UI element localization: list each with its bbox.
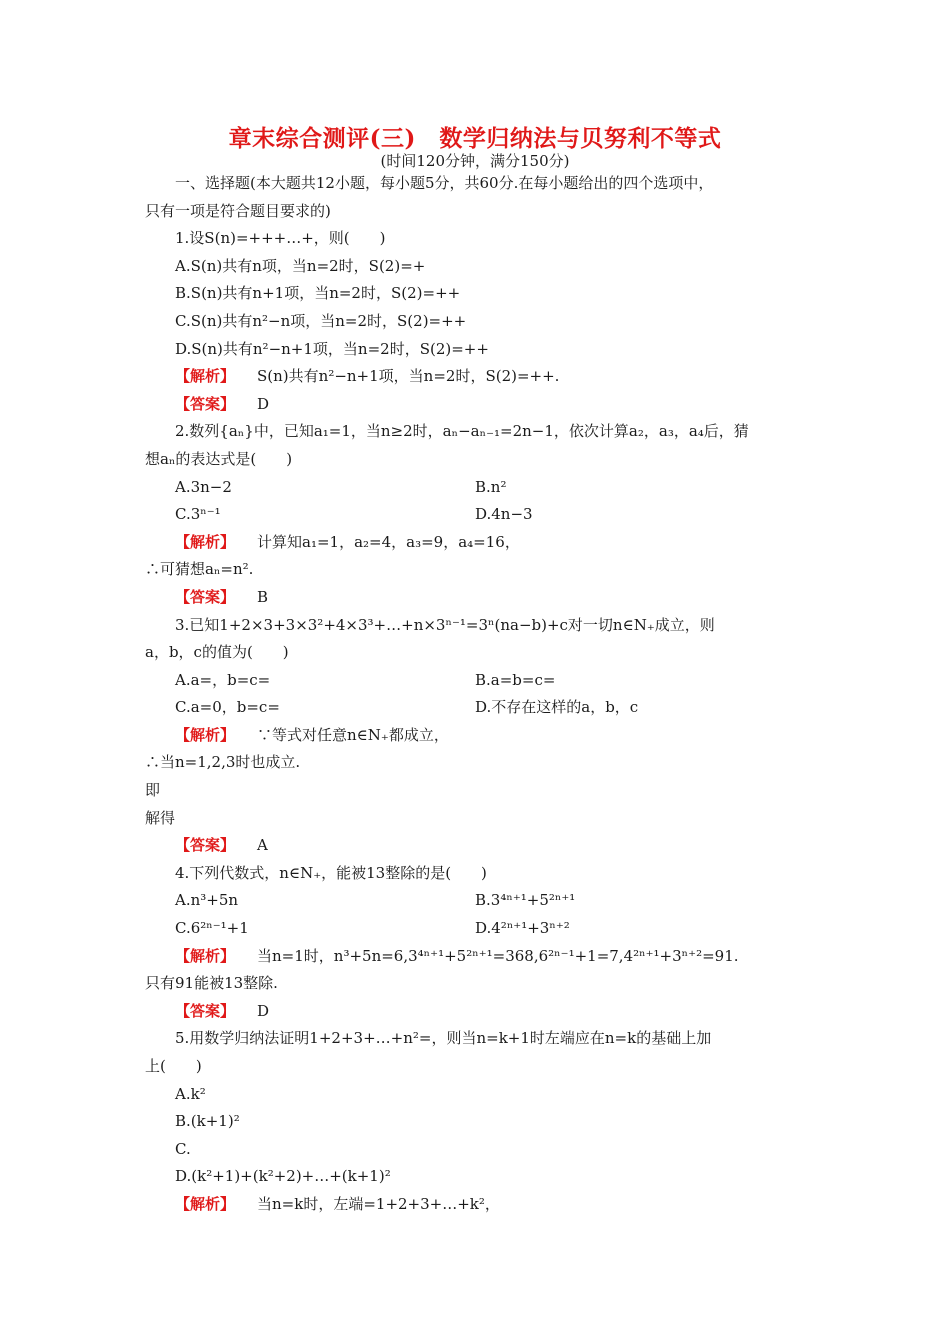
option-left: C.a=0，b=c= xyxy=(175,698,280,717)
text-line xyxy=(145,363,815,391)
analysis-label: 【解析】 xyxy=(175,1194,236,1213)
text-line xyxy=(145,1108,815,1136)
line-text: B.(k+1)² xyxy=(175,1112,240,1131)
line-text: D.S(n)共有n²−n+1项，当n=2时，S(2)=++ xyxy=(175,339,489,358)
text-line xyxy=(145,860,815,888)
option-left: A.3n−2 xyxy=(175,477,232,496)
text-line xyxy=(145,308,815,336)
line-text: B xyxy=(257,587,269,606)
text-line xyxy=(145,612,815,640)
line-text: B.S(n)共有n+1项，当n=2时，S(2)=++ xyxy=(175,284,461,303)
text-line xyxy=(145,639,815,667)
line-text: 只有91能被13整除. xyxy=(145,974,278,993)
text-line xyxy=(145,336,815,364)
line-text: 3.已知1+2×3+3×3²+4×3³+…+n×3ⁿ⁻¹=3ⁿ(na−b)+c对一切n∈N₊成立，则 xyxy=(175,615,715,634)
text-line xyxy=(145,1025,815,1053)
text-line xyxy=(145,1053,815,1081)
text-line xyxy=(145,1191,815,1219)
text-line xyxy=(145,253,815,281)
option-right: D.4²ⁿ⁺¹+3ⁿ⁺² xyxy=(475,919,570,938)
document-body xyxy=(145,170,815,1219)
text-line xyxy=(145,1163,815,1191)
line-text: A.k² xyxy=(175,1084,206,1103)
line-text: D xyxy=(257,1001,270,1020)
line-text: ∵等式对任意n∈N₊都成立， xyxy=(257,725,449,744)
line-text: 计算知a₁=1，a₂=4，a₃=9，a₄=16， xyxy=(257,532,520,551)
text-line xyxy=(145,556,815,584)
line-text: 1.设S(n)=+++…+，则( ) xyxy=(175,229,386,248)
document-title: 章末综合测评(三) 数学归纳法与贝努利不等式 xyxy=(228,125,722,152)
option-right: D.不存在这样的a，b，c xyxy=(475,698,639,717)
line-text: C.S(n)共有n²−n项，当n=2时，S(2)=++ xyxy=(175,311,467,330)
text-line xyxy=(145,805,815,833)
text-line xyxy=(145,749,815,777)
analysis-label: 【解析】 xyxy=(175,946,236,965)
text-line xyxy=(145,832,815,860)
line-text: ∴可猜想aₙ=n². xyxy=(145,560,254,579)
option-right: B.3⁴ⁿ⁺¹+5²ⁿ⁺¹ xyxy=(475,891,576,910)
text-line xyxy=(145,170,815,198)
text-line xyxy=(145,198,815,226)
text-line xyxy=(145,915,815,943)
line-text: 想aₙ的表达式是( ) xyxy=(145,449,293,468)
text-line xyxy=(145,501,815,529)
line-text: 2.数列{aₙ}中，已知a₁=1，当n≥2时，aₙ−aₙ₋₁=2n−1，依次计算a₂，a₃，a₄后，猜 xyxy=(175,422,749,441)
line-text: 一、选择题(本大题共12小题，每小题5分，共60分.在每小题给出的四个选项中， xyxy=(175,174,714,192)
option-right: B.n² xyxy=(475,477,507,496)
line-text: 5.用数学归纳法证明1+2+3+…+n²=，则当n=k+1时左端应在n=k的基础上加 xyxy=(175,1029,712,1048)
text-line xyxy=(145,391,815,419)
line-text: C. xyxy=(175,1139,191,1158)
text-line xyxy=(145,418,815,446)
analysis-label: 【解析】 xyxy=(175,725,236,744)
option-right: B.a=b=c= xyxy=(475,670,556,689)
option-left: C.6²ⁿ⁻¹+1 xyxy=(175,919,249,938)
line-text: 即 xyxy=(145,781,161,800)
text-line xyxy=(145,1081,815,1109)
text-line xyxy=(145,694,815,722)
line-text: 解得 xyxy=(145,808,176,827)
text-line xyxy=(145,225,815,253)
line-text: 只有一项是符合题目要求的) xyxy=(145,201,331,220)
option-left: A.a=，b=c= xyxy=(175,670,271,689)
text-line xyxy=(145,887,815,915)
line-text: 4.下列代数式，n∈N₊，能被13整除的是( ) xyxy=(175,863,487,882)
answer-label: 【答案】 xyxy=(175,394,236,413)
document-subtitle: (时间120分钟，满分150分) xyxy=(380,152,570,170)
text-line xyxy=(145,584,815,612)
text-line xyxy=(145,667,815,695)
option-left: A.n³+5n xyxy=(175,891,239,910)
line-text: D xyxy=(257,394,270,413)
option-right: D.4n−3 xyxy=(475,505,533,524)
line-text: 当n=1时，n³+5n=6,3⁴ⁿ⁺¹+5²ⁿ⁺¹=368,6²ⁿ⁻¹+1=7,4²ⁿ⁺¹+3ⁿ⁺²=91. xyxy=(257,946,739,965)
line-text: 上( ) xyxy=(145,1057,202,1075)
line-text: 当n=k时，左端=1+2+3+…+k²， xyxy=(257,1194,500,1213)
text-line xyxy=(145,970,815,998)
text-line xyxy=(145,474,815,502)
line-text: D.(k²+1)+(k²+2)+…+(k+1)² xyxy=(175,1167,391,1186)
line-text: S(n)共有n²−n+1项，当n=2时，S(2)=++. xyxy=(257,367,560,386)
text-line xyxy=(145,777,815,805)
text-line xyxy=(145,1136,815,1164)
line-text: A xyxy=(257,836,268,855)
analysis-label: 【解析】 xyxy=(175,367,236,386)
analysis-label: 【解析】 xyxy=(175,532,236,551)
answer-label: 【答案】 xyxy=(175,836,236,855)
text-line xyxy=(145,943,815,971)
text-line xyxy=(145,529,815,557)
line-text: a，b，c的值为( ) xyxy=(145,643,289,662)
line-text: A.S(n)共有n项，当n=2时，S(2)=+ xyxy=(175,256,426,275)
text-line xyxy=(145,998,815,1026)
text-line xyxy=(145,722,815,750)
answer-label: 【答案】 xyxy=(175,587,236,606)
option-left: C.3ⁿ⁻¹ xyxy=(175,505,221,524)
line-text: ∴当n=1,2,3时也成立. xyxy=(145,753,301,772)
text-line xyxy=(145,280,815,308)
text-line xyxy=(145,446,815,474)
answer-label: 【答案】 xyxy=(175,1001,236,1020)
